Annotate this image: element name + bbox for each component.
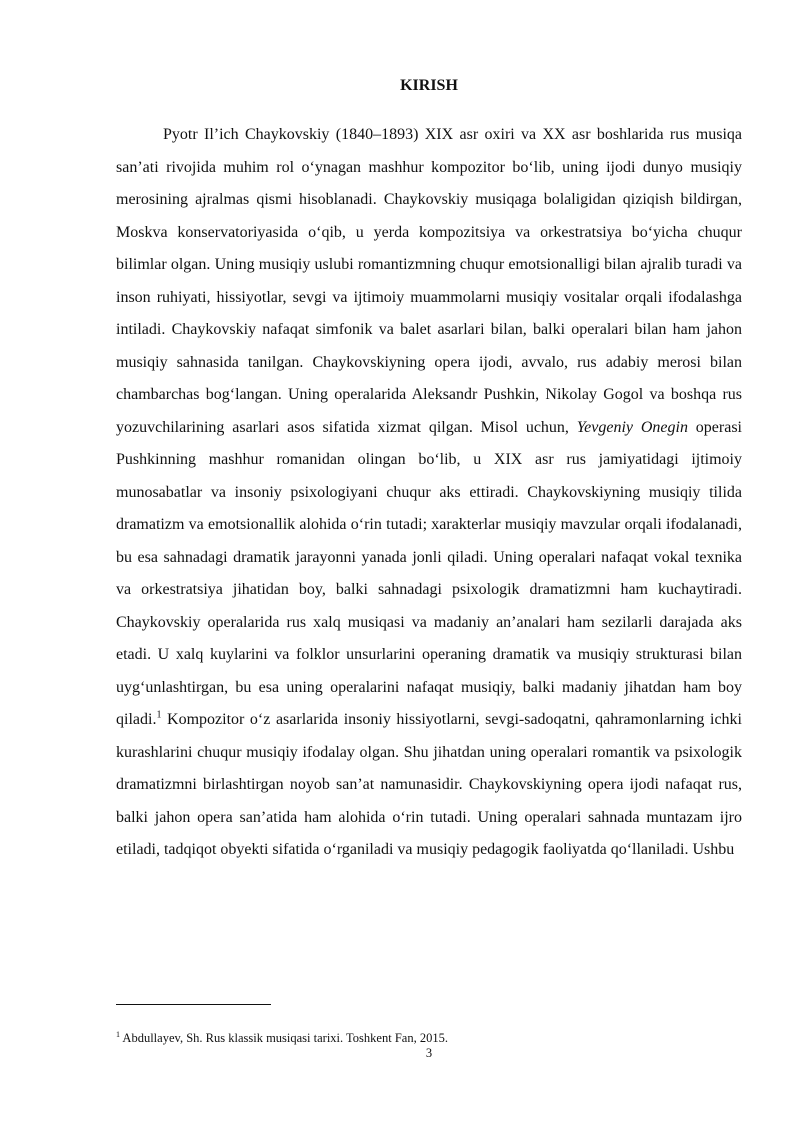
opera-title-italic: Yevgeniy Onegin (576, 418, 688, 436)
section-heading: KIRISH (400, 77, 458, 94)
footnote-reference[interactable]: 1 (156, 709, 162, 721)
footnote (116, 1030, 448, 1046)
page-number: 3 (425, 1046, 433, 1060)
paragraph-text-part-3: Kompozitor o‘z asarlarida insoniy hissiyotlarni, sevgi-sadoqatni, qahramonlarning ichki kurashlarini chuqur musiqiy ifodalay olgan. Shu jihatdan uning operalari romantik va psixologik dramatizmni birlashtirgan noyob san’at namunasidir. Chaykovskiyning opera ijodi nafaqat rus, balki jahon opera san’atida ham alohida o‘rin tutadi. Uning operalari sahnada muntazam ijro etiladi, tadqiqot obyekti sifatida o‘rganiladi va musiqiy pedagogik faoliyatda qo‘llaniladi. Ushbu (116, 711, 742, 858)
footnote-text: Abdullayev, Sh. Rus klassik musiqasi tarixi. Toshkent Fan, 2015. (120, 1031, 448, 1046)
footnote-separator (116, 1004, 271, 1005)
paragraph-text-part-1: Pyotr Il’ich Chaykovskiy (1840–1893) XIX asr oxiri va XX asr boshlarida rus musiqa san’ati rivojida muhim rol o‘ynagan mashhur kompozitor bo‘lib, uning ijodi dunyo musiqiy merosining ajralmas qismi hisoblanadi. Chaykovskiy musiqaga bolaligidan qiziqish bildirgan, Moskva konservatoriyasida o‘qib, u yerda kompozitsiya va orkestratsiya bo‘yicha chuqur bilimlar olgan. Uning musiqiy uslubi romantizmning chuqur emotsionalligi bilan ajralib turadi va inson ruhiyati, hissiyotlar, sevgi va ijtimoiy muammolarni musiqiy vositalar orqali ifodalashga intiladi. Chaykovskiy nafaqat simfonik va balet asarlari bilan, balki operalari bilan ham jahon musiqiy sahnasida tanilgan. Chaykovskiyning opera ijodi, avvalo, rus adabiy merosi bilan chambarchas bog‘langan. Uning operalarida Aleksandr Pushkin, Nikolay Gogol va boshqa rus yozuvchilarining asarlari asos sifatida xizmat qilgan. Misol uchun, (116, 126, 742, 436)
body-paragraph (116, 119, 742, 867)
paragraph-text-part-2: operasi Pushkinning mashhur romanidan olingan bo‘lib, u XIX asr rus jamiyatidagi ijtimoiy munosabatlar va insoniy psixologiyani chuqur aks ettiradi. Chaykovskiyning musiqiy tilida dramatizm va emotsionallik alohida o‘rin tutadi; xarakterlar musiqiy mavzular orqali ifodalanadi, bu esa sahnadagi dramatik jarayonni yanada jonli qiladi. Uning operalari nafaqat vokal texnika va orkestratsiya jihatidan boy, balki sahnadagi psixologik dramatizmni ham kuchaytiradi. Chaykovskiy operalarida rus xalq musiqasi va madaniy an’analari ham sezilarli darajada aks etadi. U xalq kuylarini va folklor unsurlarini operaning dramatik va musiqiy strukturasi bilan uyg‘unlashtirgan, bu esa uning operalarini nafaqat musiqiy, balki madaniy jihatdan ham boy qiladi. (116, 418, 742, 728)
footnote-marker: 1 (116, 1030, 120, 1039)
